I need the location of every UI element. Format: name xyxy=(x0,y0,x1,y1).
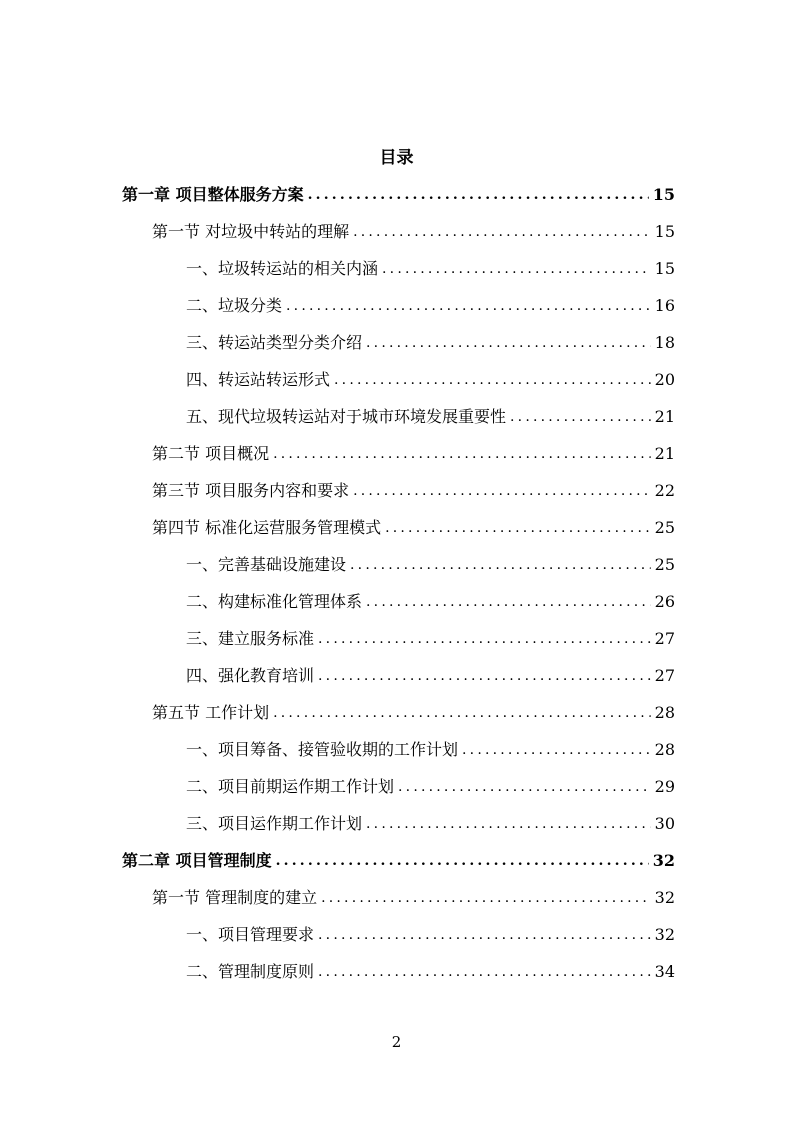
toc-entry-page: 21 xyxy=(654,407,675,426)
toc-entry-label: 三、建立服务标准 xyxy=(186,629,315,648)
toc-entry-label: 二、管理制度原则 xyxy=(186,962,315,981)
toc-entry-label: 一、垃圾转运站的相关内涵 xyxy=(186,259,379,278)
dot-leader xyxy=(353,222,651,242)
toc-entry-label: 第一节 对垃圾中转站的理解 xyxy=(152,222,350,241)
dot-leader xyxy=(286,296,651,316)
dot-leader xyxy=(276,851,649,871)
toc-entry-page: 29 xyxy=(654,777,675,796)
dot-leader xyxy=(398,777,651,797)
toc-entry-page: 15 xyxy=(654,259,675,278)
toc-entry-page: 27 xyxy=(654,666,675,685)
toc-entry-label: 三、项目运作期工作计划 xyxy=(186,814,363,833)
dot-leader xyxy=(353,481,651,501)
toc-entry-subsection[interactable] xyxy=(186,363,675,397)
toc-entry-chapter[interactable] xyxy=(122,178,675,212)
dot-leader xyxy=(318,925,651,945)
dot-leader xyxy=(273,703,651,723)
toc-entry-label: 二、构建标准化管理体系 xyxy=(186,592,363,611)
dot-leader xyxy=(510,407,651,427)
toc-entry-page: 25 xyxy=(654,555,675,574)
dot-leader xyxy=(382,259,651,279)
toc-entry-subsection[interactable] xyxy=(186,733,675,767)
toc-entry-page: 28 xyxy=(654,703,675,722)
toc-title: 目录 xyxy=(379,148,414,168)
toc-entry-label: 二、垃圾分类 xyxy=(186,296,283,315)
toc-entry-label: 第二节 项目概况 xyxy=(152,444,270,463)
toc-entry-subsection[interactable] xyxy=(186,918,675,952)
toc-entry-page: 32 xyxy=(652,851,675,870)
toc-entry-page: 18 xyxy=(654,333,675,352)
toc-entry-label: 一、完善基础设施建设 xyxy=(186,555,347,574)
toc-entry-page: 15 xyxy=(652,185,675,204)
dot-leader xyxy=(321,888,651,908)
toc-entry-section[interactable] xyxy=(152,511,675,545)
toc-entry-subsection[interactable] xyxy=(186,585,675,619)
toc-entry-page: 26 xyxy=(654,592,675,611)
dot-leader xyxy=(462,740,651,760)
toc-entry-page: 34 xyxy=(654,962,675,981)
toc-entry-label: 三、转运站类型分类介绍 xyxy=(186,333,363,352)
toc-entry-label: 第一节 管理制度的建立 xyxy=(152,888,318,907)
toc-entry-label: 第四节 标准化运营服务管理模式 xyxy=(152,518,382,537)
dot-leader xyxy=(366,333,651,353)
dot-leader xyxy=(366,814,651,834)
dot-leader xyxy=(366,592,651,612)
toc-entry-section[interactable] xyxy=(152,474,675,508)
toc-entry-subsection[interactable] xyxy=(186,622,675,656)
toc-entry-subsection[interactable] xyxy=(186,770,675,804)
toc-entry-label: 二、项目前期运作期工作计划 xyxy=(186,777,395,796)
toc-entry-subsection[interactable] xyxy=(186,326,675,360)
page-number: 2 xyxy=(391,1033,402,1051)
toc-entry-page: 32 xyxy=(654,925,675,944)
toc-entry-label: 第五节 工作计划 xyxy=(152,703,270,722)
toc-entry-subsection[interactable] xyxy=(186,659,675,693)
toc-entry-label: 五、现代垃圾转运站对于城市环境发展重要性 xyxy=(186,407,507,426)
toc-entry-page: 16 xyxy=(654,296,675,315)
toc-entry-subsection[interactable] xyxy=(186,548,675,582)
toc-entry-label: 第三节 项目服务内容和要求 xyxy=(152,481,350,500)
toc-entry-page: 30 xyxy=(654,814,675,833)
toc-entry-section[interactable] xyxy=(152,696,675,730)
toc-entry-page: 15 xyxy=(654,222,675,241)
dot-leader xyxy=(273,444,651,464)
dot-leader xyxy=(318,629,651,649)
toc-entry-label: 第一章 项目整体服务方案 xyxy=(122,185,304,204)
toc-entry-page: 25 xyxy=(654,518,675,537)
toc-entry-page: 22 xyxy=(654,481,675,500)
dot-leader xyxy=(385,518,651,538)
dot-leader xyxy=(308,185,649,205)
toc-entry-section[interactable] xyxy=(152,215,675,249)
dot-leader xyxy=(334,370,651,390)
toc-entry-section[interactable] xyxy=(152,881,675,915)
dot-leader xyxy=(350,555,651,575)
toc-entry-page: 21 xyxy=(654,444,675,463)
toc-entry-label: 一、项目筹备、接管验收期的工作计划 xyxy=(186,740,459,759)
toc-entry-page: 28 xyxy=(654,740,675,759)
toc-entry-section[interactable] xyxy=(152,437,675,471)
dot-leader xyxy=(318,666,651,686)
toc-entry-subsection[interactable] xyxy=(186,289,675,323)
toc-entry-label: 一、项目管理要求 xyxy=(186,925,315,944)
toc-entry-subsection[interactable] xyxy=(186,252,675,286)
toc-entry-page: 27 xyxy=(654,629,675,648)
toc-entry-label: 第二章 项目管理制度 xyxy=(122,851,272,870)
toc-entry-page: 20 xyxy=(654,370,675,389)
toc-entry-subsection[interactable] xyxy=(186,807,675,841)
toc-entry-label: 四、转运站转运形式 xyxy=(186,370,331,389)
toc-entry-subsection[interactable] xyxy=(186,955,675,989)
toc-entry-subsection[interactable] xyxy=(186,400,675,434)
dot-leader xyxy=(318,962,651,982)
toc-entry-page: 32 xyxy=(654,888,675,907)
toc-entry-chapter[interactable] xyxy=(122,844,675,878)
toc-entry-label: 四、强化教育培训 xyxy=(186,666,315,685)
